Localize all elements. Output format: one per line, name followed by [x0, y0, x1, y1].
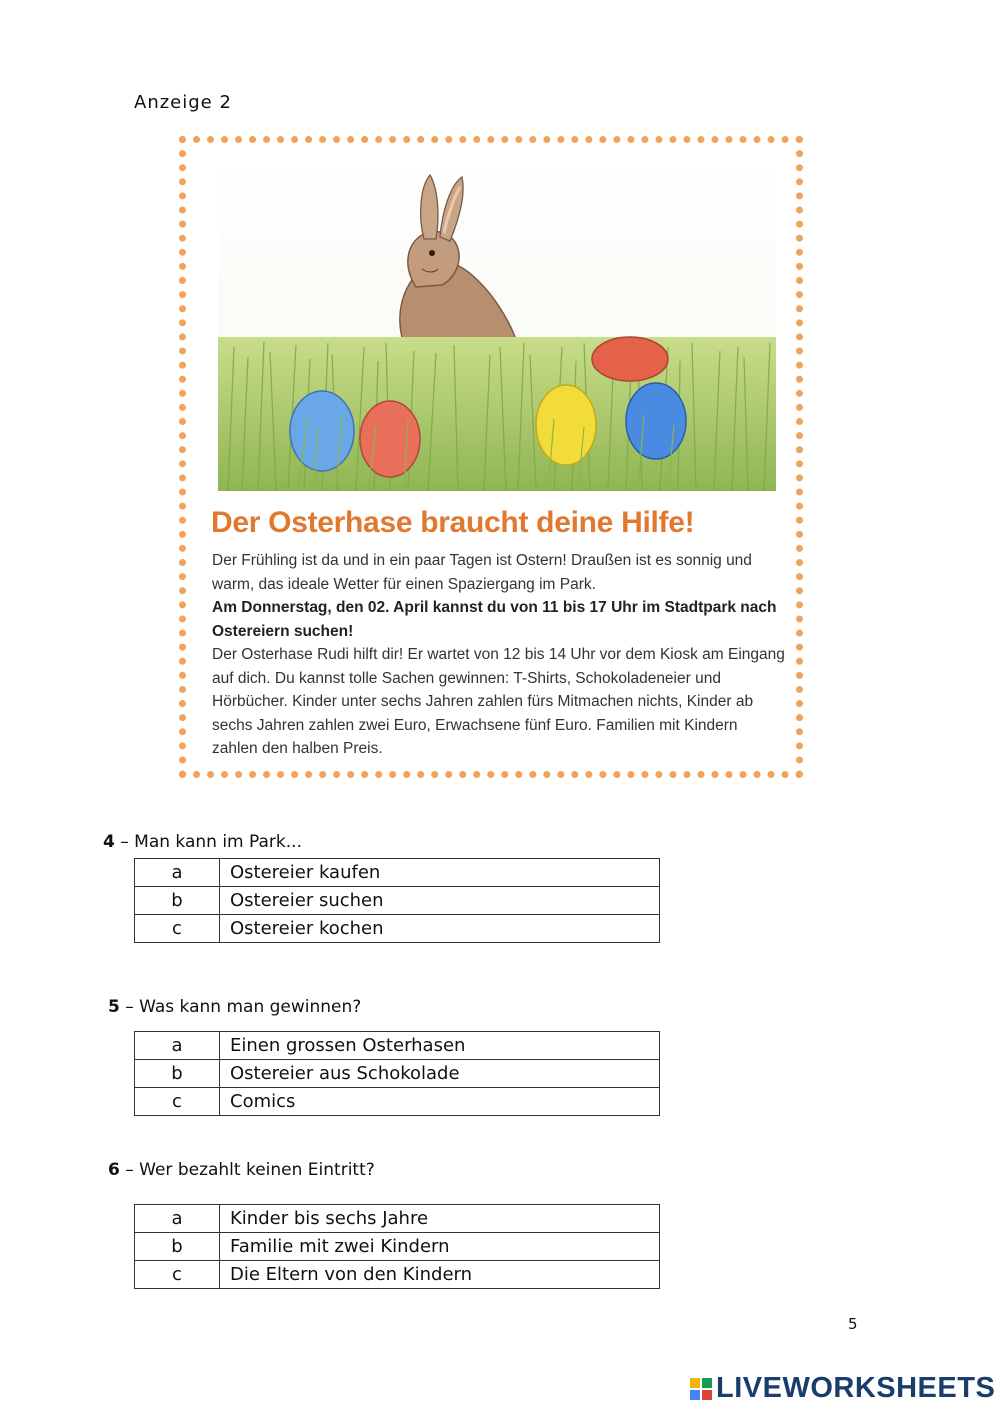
- page-number: 5: [848, 1315, 858, 1333]
- answer-option[interactable]: Die Eltern von den Kindern: [220, 1261, 660, 1289]
- answer-option[interactable]: Ostereier aus Schokolade: [220, 1060, 660, 1088]
- logo-grid-icon: [690, 1378, 712, 1400]
- answer-row[interactable]: b Ostereier suchen: [135, 887, 660, 915]
- answer-option[interactable]: Kinder bis sechs Jahre: [220, 1205, 660, 1233]
- question-5: 5 – Was kann man gewinnen?: [108, 997, 362, 1017]
- liveworksheets-logo[interactable]: [690, 1372, 995, 1405]
- easter-ad: [179, 136, 803, 778]
- answer-row[interactable]: a Ostereier kaufen: [135, 859, 660, 887]
- ad-body: [212, 549, 787, 761]
- answer-option[interactable]: Ostereier kochen: [220, 915, 660, 943]
- answer-row[interactable]: a Einen grossen Osterhasen: [135, 1032, 660, 1060]
- answer-row[interactable]: c Comics: [135, 1088, 660, 1116]
- answer-row[interactable]: c Ostereier kochen: [135, 915, 660, 943]
- ad-label: Anzeige 2: [134, 92, 232, 113]
- answer-option[interactable]: Familie mit zwei Kindern: [220, 1233, 660, 1261]
- easter-bunny-illustration: [218, 157, 776, 491]
- answer-option[interactable]: Ostereier kaufen: [220, 859, 660, 887]
- answer-row[interactable]: c Die Eltern von den Kindern: [135, 1261, 660, 1289]
- answer-option[interactable]: Einen grossen Osterhasen: [220, 1032, 660, 1060]
- ad-paragraph: Der Osterhase Rudi hilft dir! Er wartet von 12 bis 14 Uhr vor dem Kiosk am Eingang auf dich. Du kannst tolle Sachen gewinnen: T-Shirts, Schokoladeneier und Hörbücher. Kinder unter sechs Jahren zahlen fürs Mitmachen nichts, Kinder ab sechs Jahren zahlen zwei Euro, Erwachsene fünf Euro. Familien mit Kindern zahlen den halben Preis.: [212, 646, 785, 757]
- answer-table-5: [134, 1031, 660, 1116]
- logo-text: LIVEWORKSHEETS: [716, 1372, 996, 1404]
- ad-paragraph: Der Frühling ist da und in ein paar Tagen ist Ostern! Draußen ist es sonnig und warm, das ideale Wetter für einen Spaziergang im Park.: [212, 552, 752, 593]
- answer-row[interactable]: a Kinder bis sechs Jahre: [135, 1205, 660, 1233]
- ad-paragraph-bold: Am Donnerstag, den 02. April kannst du von 11 bis 17 Uhr im Stadtpark nach Ostereiern suchen!: [212, 599, 777, 640]
- answer-row[interactable]: b Ostereier aus Schokolade: [135, 1060, 660, 1088]
- answer-option[interactable]: Ostereier suchen: [220, 887, 660, 915]
- answer-row[interactable]: b Familie mit zwei Kindern: [135, 1233, 660, 1261]
- question-4: 4 – Man kann im Park...: [103, 832, 302, 852]
- ad-headline: Der Osterhase braucht deine Hilfe!: [211, 506, 695, 539]
- question-6: 6 – Wer bezahlt keinen Eintritt?: [108, 1160, 375, 1180]
- answer-table-4: [134, 858, 660, 943]
- answer-option[interactable]: Comics: [220, 1088, 660, 1116]
- answer-table-6: [134, 1204, 660, 1289]
